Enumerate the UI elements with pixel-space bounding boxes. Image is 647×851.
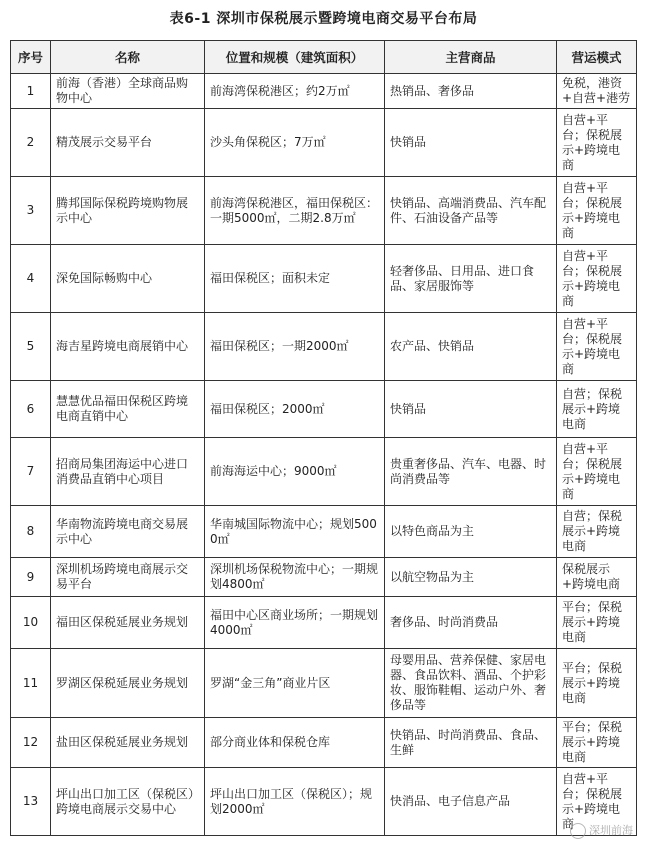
cell-location: 福田保税区；2000㎡ [205, 381, 385, 438]
cell-mode: 平台；保税展示+跨境电商 [557, 597, 637, 649]
cell-mode: 自营+平台；保税展示+跨境电商 [557, 245, 637, 313]
table-row [11, 558, 637, 597]
cell-no: 13 [11, 768, 51, 836]
cell-name: 坪山出口加工区（保税区）跨境电商展示交易中心 [51, 768, 205, 836]
cell-no: 10 [11, 597, 51, 649]
cell-location: 坪山出口加工区（保税区）；规划2000㎡ [205, 768, 385, 836]
cell-goods: 奢侈品、时尚消费品 [385, 597, 557, 649]
cell-goods: 快销品、时尚消费品、食品、生鲜 [385, 718, 557, 768]
cell-goods: 以航空物品为主 [385, 558, 557, 597]
table-row [11, 177, 637, 245]
cell-location: 深圳机场保税物流中心；一期规划4800㎡ [205, 558, 385, 597]
cell-no: 3 [11, 177, 51, 245]
header-row [11, 41, 637, 74]
cell-name: 前海（香港）全球商品购物中心 [51, 74, 205, 109]
cell-goods: 以特色商品为主 [385, 506, 557, 558]
cell-mode: 自营+平台；保税展示+跨境电商 [557, 438, 637, 506]
table-row [11, 718, 637, 768]
cell-name: 海吉星跨境电商展销中心 [51, 313, 205, 381]
layout-table [10, 40, 637, 836]
cell-goods: 农产品、快销品 [385, 313, 557, 381]
cell-name: 罗湖区保税延展业务规划 [51, 649, 205, 718]
cell-no: 1 [11, 74, 51, 109]
table-row [11, 597, 637, 649]
cell-mode: 平台；保税展示+跨境电商 [557, 649, 637, 718]
header-mode: 营运模式 [557, 41, 637, 74]
cell-mode: 免税，港资+自营+港劳 [557, 74, 637, 109]
cell-location: 福田保税区；一期2000㎡ [205, 313, 385, 381]
cell-location: 前海海运中心；9000㎡ [205, 438, 385, 506]
cell-no: 11 [11, 649, 51, 718]
cell-mode: 自营+平台；保税展示+跨境电商 [557, 177, 637, 245]
table-row [11, 649, 637, 718]
cell-goods: 快销品 [385, 381, 557, 438]
header-goods: 主营商品 [385, 41, 557, 74]
cell-mode: 自营；保税展示+跨境电商 [557, 506, 637, 558]
cell-location: 罗湖“金三角”商业片区 [205, 649, 385, 718]
cell-goods: 轻奢侈品、日用品、进口食品、家居服饰等 [385, 245, 557, 313]
cell-mode: 保税展示+跨境电商 [557, 558, 637, 597]
table-title: 表6-1 深圳市保税展示暨跨境电商交易平台布局 [169, 11, 478, 27]
cell-no: 5 [11, 313, 51, 381]
cell-no: 7 [11, 438, 51, 506]
cell-no: 12 [11, 718, 51, 768]
cell-location: 华南城国际物流中心；规划5000㎡ [205, 506, 385, 558]
cell-goods: 母婴用品、营养保健、家居电器、食品饮料、酒品、个护彩妆、服饰鞋帽、运动户外、奢侈品等 [385, 649, 557, 718]
header-location: 位置和规模（建筑面积） [205, 41, 385, 74]
cell-mode: 自营+平台；保税展示+跨境电商 [557, 768, 637, 836]
cell-no: 4 [11, 245, 51, 313]
cell-goods: 贵重奢侈品、汽车、电器、时尚消费品等 [385, 438, 557, 506]
watermark-text: 深圳前海 [589, 824, 633, 837]
cell-name: 招商局集团海运中心进口消费品直销中心项目 [51, 438, 205, 506]
table-row [11, 438, 637, 506]
cell-mode: 平台；保税展示+跨境电商 [557, 718, 637, 768]
table-row [11, 381, 637, 438]
table-row [11, 245, 637, 313]
cell-goods: 热销品、奢侈品 [385, 74, 557, 109]
table-row [11, 506, 637, 558]
table-row [11, 74, 637, 109]
cell-no: 8 [11, 506, 51, 558]
cell-mode: 自营；保税展示+跨境电商 [557, 381, 637, 438]
table-row [11, 768, 637, 836]
cell-no: 9 [11, 558, 51, 597]
cell-location: 福田中心区商业场所；一期规划4000㎡ [205, 597, 385, 649]
table-row [11, 109, 637, 177]
cell-no: 2 [11, 109, 51, 177]
cell-name: 深免国际畅购中心 [51, 245, 205, 313]
wechat-icon [570, 823, 586, 839]
cell-location: 前海湾保税港区；约2万㎡ [205, 74, 385, 109]
cell-location: 部分商业体和保税仓库 [205, 718, 385, 768]
cell-mode: 自营+平台；保税展示+跨境电商 [557, 109, 637, 177]
header-name: 名称 [51, 41, 205, 74]
cell-name: 深圳机场跨境电商展示交易平台 [51, 558, 205, 597]
cell-mode: 自营+平台；保税展示+跨境电商 [557, 313, 637, 381]
cell-location: 福田保税区；面积未定 [205, 245, 385, 313]
cell-name: 精茂展示交易平台 [51, 109, 205, 177]
cell-no: 6 [11, 381, 51, 438]
cell-goods: 快销品 [385, 109, 557, 177]
cell-location: 沙头角保税区；7万㎡ [205, 109, 385, 177]
watermark [570, 822, 633, 839]
cell-name: 福田区保税延展业务规划 [51, 597, 205, 649]
cell-name: 华南物流跨境电商交易展示中心 [51, 506, 205, 558]
table-row [11, 313, 637, 381]
cell-goods: 快消品、电子信息产品 [385, 768, 557, 836]
cell-name: 腾邦国际保税跨境购物展示中心 [51, 177, 205, 245]
cell-name: 盐田区保税延展业务规划 [51, 718, 205, 768]
cell-name: 慧慧优品福田保税区跨境电商直销中心 [51, 381, 205, 438]
cell-location: 前海湾保税港区，福田保税区：一期5000㎡，二期2.8万㎡ [205, 177, 385, 245]
header-no: 序号 [11, 41, 51, 74]
cell-goods: 快销品、高端消费品、汽车配件、石油设备产品等 [385, 177, 557, 245]
